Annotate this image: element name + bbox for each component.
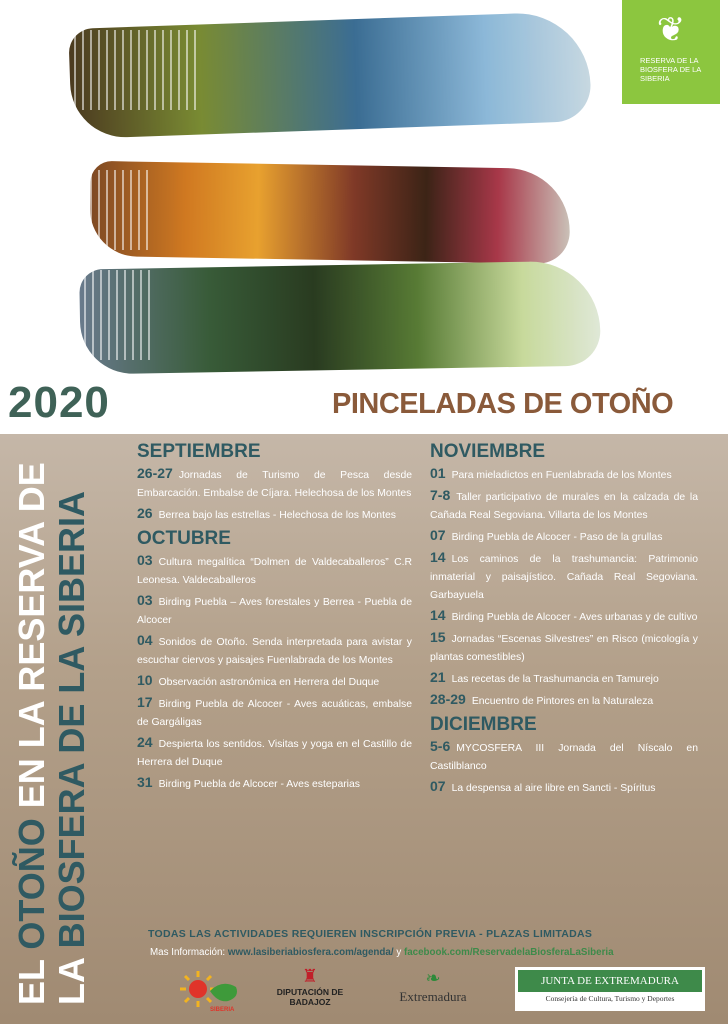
month-heading: DICIEMBRE — [430, 714, 537, 735]
event — [430, 548, 698, 605]
left-column — [137, 438, 412, 795]
brush-texture — [60, 30, 200, 110]
siberia-logo-text: SIBERIA — [210, 1007, 235, 1013]
registration-notice: TODAS LAS ACTIVIDADES REQUIEREN INSCRIPCIÓN PREVIA - PLAZAS LIMITADAS — [148, 928, 593, 940]
event-date: 10 — [137, 672, 153, 688]
event-date: 03 — [137, 552, 153, 568]
event — [430, 777, 698, 798]
diputacion-logo — [275, 965, 345, 1015]
vertical-title-line2 — [52, 445, 92, 1005]
facebook-link[interactable]: facebook.com/ReservadelaBiosferaLaSiberia — [403, 947, 614, 958]
event-date: 03 — [137, 592, 153, 608]
event-date: 26-27 — [137, 465, 173, 481]
event-text: Jornadas “Escenas Silvestres” en Risco (micología y plantas comestibles) — [430, 634, 698, 663]
event — [430, 526, 698, 547]
year: 2020 — [8, 378, 110, 427]
event — [137, 773, 412, 794]
event-date: 07 — [430, 778, 446, 794]
junta-logo — [515, 967, 705, 1011]
event — [430, 628, 698, 667]
event-text: Los caminos de la trashumancia: Patrimonio inmaterial y paisajístico. Cañada Real Segoviana. Garbayuela — [430, 554, 698, 601]
event — [137, 671, 412, 692]
event-date: 04 — [137, 632, 153, 648]
event — [430, 486, 698, 525]
event-date: 17 — [137, 694, 153, 710]
diputacion-name: DIPUTACIÓN DE BADAJOZ — [276, 987, 344, 1007]
month-heading: SEPTIEMBRE — [137, 441, 261, 462]
photo-collage — [0, 0, 728, 430]
photo-stroke-deer — [79, 260, 601, 374]
event-text: Las recetas de la Trashumancia en Tamurejo — [451, 674, 659, 685]
event-date: 15 — [430, 629, 446, 645]
event-text: MYCOSFERA III Jornada del Níscalo en Castilblanco — [430, 743, 698, 772]
event — [137, 504, 412, 525]
photo-stroke-food — [89, 161, 571, 264]
event-text: Sonidos de Otoño. Senda interpretada para avistar y escuchar ciervos y paisajes Fuenlabrada de los Montes — [137, 637, 412, 666]
extremadura-name: Extremadura — [399, 989, 467, 1004]
event-text: La despensa al aire libre en Sancti - Spíritus — [451, 783, 656, 794]
event-text: Despierta los sentidos. Visitas y yoga en el Castillo de Herrera del Duque — [137, 739, 412, 768]
event — [430, 668, 698, 689]
event — [137, 693, 412, 732]
title-word: EL — [11, 959, 52, 1005]
event-date: 7-8 — [430, 487, 451, 503]
event-text: Birding Puebla de Alcocer - Aves esteparias — [158, 779, 360, 790]
event — [137, 733, 412, 772]
event-text: Taller participativo de murales en la calzada de la Cañada Real Segoviana. Villarta de los Montes — [430, 492, 698, 521]
event-text: Observación astronómica en Herrera del Duque — [158, 677, 380, 688]
title-highlight: OTOÑO — [11, 818, 52, 950]
event-date: 28-29 — [430, 691, 466, 707]
extremadura-leaf-icon: ❧ — [425, 968, 441, 988]
vertical-title — [12, 445, 92, 1005]
agenda-link[interactable]: www.lasiberiabiosfera.com/agenda/ — [227, 947, 394, 958]
biosphere-logo — [622, 0, 720, 104]
diputacion-crest-icon: ♜ — [301, 966, 319, 986]
event-date: 26 — [137, 505, 153, 521]
event — [137, 631, 412, 670]
biosphere-leaf-icon: ❦ — [656, 11, 686, 49]
event-text: Birding Puebla – Aves forestales y Berrea - Puebla de Alcocer — [137, 597, 412, 626]
event-date: 5-6 — [430, 738, 451, 754]
event-date: 24 — [137, 734, 153, 750]
info-label: Mas Información: — [150, 947, 226, 958]
event — [137, 591, 412, 630]
event-text: Birding Puebla de Alcocer - Aves urbanas y de cultivo — [451, 612, 698, 623]
event-date: 14 — [430, 607, 446, 623]
siberia-logo — [180, 969, 242, 1013]
right-column — [430, 438, 698, 799]
logo-text: RESERVA DE LA BIOSFERA DE LA SIBERIA — [640, 56, 701, 83]
event — [430, 464, 698, 485]
event-text: Cultura megalítica “Dolmen de Valdecaballeros” C.R Leonesa. Valdecaballeros — [137, 557, 412, 586]
event — [430, 606, 698, 627]
event-text: Para mieladictos en Fuenlabrada de los Montes — [451, 470, 672, 481]
event-text: Encuentro de Pintores en la Naturaleza — [471, 696, 654, 707]
event-date: 07 — [430, 527, 446, 543]
junta-subtitle: Consejería de Cultura, Turismo y Deportes — [545, 994, 675, 1003]
event-date: 14 — [430, 549, 446, 565]
event-date: 01 — [430, 465, 446, 481]
headline: PINCELADAS DE OTOÑO — [332, 388, 674, 420]
event-text: Jornadas de Turismo de Pesca desde Embarcación. Embalse de Cíjara. Helechosa de los Montes — [137, 470, 412, 499]
extremadura-logo — [383, 967, 483, 1015]
event-text: Birding Puebla de Alcocer - Aves acuáticas, embalse de Gargáligas — [137, 699, 412, 728]
brush-texture — [70, 270, 150, 360]
month-heading: OCTUBRE — [137, 528, 231, 549]
event-text: Berrea bajo las estrellas - Helechosa de los Montes — [158, 510, 396, 521]
info-line — [150, 947, 614, 958]
sponsor-logos — [0, 965, 728, 1024]
info-separator: y — [396, 947, 402, 958]
event — [137, 551, 412, 590]
event-date: 31 — [137, 774, 153, 790]
month-heading: NOVIEMBRE — [430, 441, 546, 462]
brush-texture — [60, 170, 150, 250]
title-word: LA — [51, 958, 92, 1005]
event-date: 21 — [430, 669, 446, 685]
event — [430, 690, 698, 711]
vertical-title-line1 — [12, 445, 52, 1005]
event — [430, 737, 698, 776]
siberia-sun-icon — [180, 969, 242, 1013]
event-text: Birding Puebla de Alcocer - Paso de la grullas — [451, 532, 663, 543]
title-highlight: BIOSFERA DE LA SIBERIA — [51, 490, 92, 949]
junta-title: JUNTA DE EXTREMADURA — [518, 970, 702, 992]
title-words: EN LA RESERVA DE — [11, 462, 52, 809]
event — [137, 464, 412, 503]
